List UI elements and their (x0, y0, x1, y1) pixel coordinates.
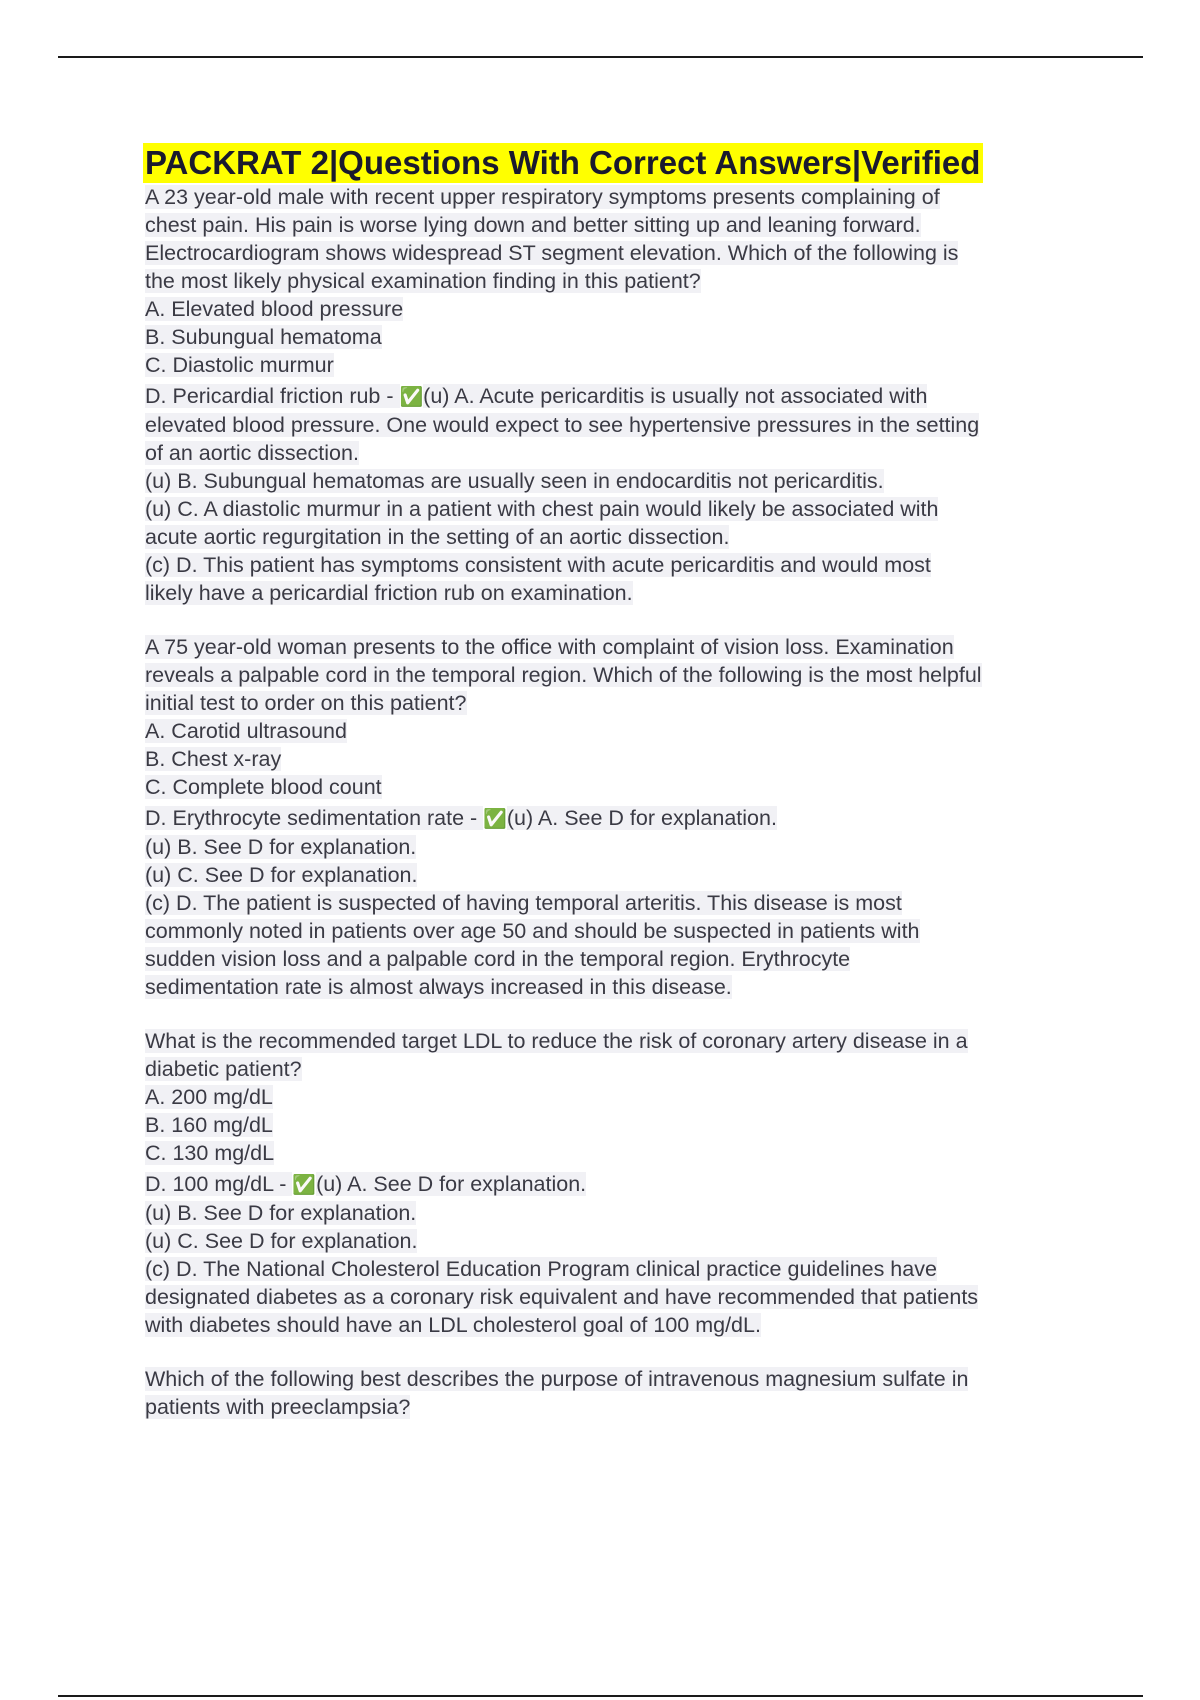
explanation-line (145, 551, 1095, 579)
explanation-line-text: (u) B. Subungual hematomas are usually seen in endocarditis not pericarditis. (145, 469, 884, 493)
question-block (145, 607, 1095, 1001)
explanation-line-text: acute aortic regurgitation in the setting of an aortic dissection. (145, 525, 730, 549)
question-stem-line (145, 239, 1095, 267)
answer-option (145, 745, 1095, 773)
answer-option-text: A. 200 mg/dL (145, 1085, 273, 1109)
checkmark-icon: ✅ (292, 1174, 317, 1196)
document-title: PACKRAT 2|Questions With Correct Answers|Verified (143, 143, 983, 183)
top-rule (58, 56, 1143, 58)
explanation-line-text: (u) B. See D for explanation. (145, 835, 417, 859)
checkmark-icon: ✅ (399, 386, 424, 408)
explanation-text: (u) A. Acute pericarditis is usually not associated with (423, 384, 928, 408)
explanation-line (145, 523, 1095, 551)
answer-option (145, 773, 1095, 801)
explanation-line-text: (c) D. The National Cholesterol Education Program clinical practice guidelines have (145, 1257, 937, 1281)
correct-answer-text: D. Pericardial friction rub - (145, 384, 400, 408)
question-stem-line (145, 183, 1095, 211)
answer-option-text: B. Chest x-ray (145, 747, 282, 771)
correct-answer-line (145, 804, 1095, 833)
explanation-line-text: (c) D. The patient is suspected of having temporal arteritis. This disease is most (145, 891, 902, 915)
question-stem-line (145, 689, 1095, 717)
answer-option (145, 351, 1095, 379)
answer-option-text: A. Carotid ultrasound (145, 719, 347, 743)
question-stem-line-text: reveals a palpable cord in the temporal region. Which of the following is the most helpful (145, 663, 982, 687)
bottom-rule (58, 1695, 1143, 1697)
question-block (145, 1001, 1095, 1339)
explanation-line-text: of an aortic dissection. (145, 441, 359, 465)
explanation-line-text: (u) C. See D for explanation. (145, 863, 418, 887)
question-stem-line (145, 267, 1095, 295)
correct-answer-line (145, 382, 1095, 411)
answer-option-text: C. Diastolic murmur (145, 353, 334, 377)
question-stem-line-text: the most likely physical examination finding in this patient? (145, 269, 701, 293)
question-spacer (145, 1001, 1095, 1027)
answer-option-text: C. Complete blood count (145, 775, 382, 799)
explanation-line (145, 467, 1095, 495)
answer-option (145, 295, 1095, 323)
correct-answer-text: D. 100 mg/dL - (145, 1172, 293, 1196)
answer-option (145, 1139, 1095, 1167)
question-stem-line (145, 661, 1095, 689)
explanation-line (145, 1227, 1095, 1255)
explanation-line-text: sudden vision loss and a palpable cord in the temporal region. Erythrocyte (145, 947, 851, 971)
explanation-line (145, 833, 1095, 861)
answer-option-text: B. Subungual hematoma (145, 325, 382, 349)
explanation-line-text: (u) C. See D for explanation. (145, 1229, 418, 1253)
answer-option (145, 323, 1095, 351)
explanation-line-text: with diabetes should have an LDL cholesterol goal of 100 mg/dL. (145, 1313, 761, 1337)
explanation-line-text: designated diabetes as a coronary risk equivalent and have recommended that patients (145, 1285, 979, 1309)
explanation-line (145, 411, 1095, 439)
explanation-line-text: (c) D. This patient has symptoms consistent with acute pericarditis and would most (145, 553, 931, 577)
checkmark-icon: ✅ (483, 808, 507, 830)
explanation-line (145, 973, 1095, 1001)
explanation-line-text: (u) C. A diastolic murmur in a patient with chest pain would likely be associated with (145, 497, 939, 521)
explanation-line (145, 439, 1095, 467)
correct-answer-line (145, 1170, 1095, 1199)
answer-option-text: B. 160 mg/dL (145, 1113, 273, 1137)
question-stem-line-text: initial test to order on this patient? (145, 691, 467, 715)
document-body (145, 143, 1095, 1421)
explanation-line (145, 495, 1095, 523)
question-stem-line (145, 1027, 1095, 1055)
answer-option-text: C. 130 mg/dL (145, 1141, 275, 1165)
questions-list (145, 183, 1095, 1421)
explanation-line (145, 861, 1095, 889)
explanation-line-text: elevated blood pressure. One would expect to see hypertensive pressures in the setting (145, 413, 980, 437)
correct-answer-text: D. Erythrocyte sedimentation rate - (145, 806, 484, 830)
answer-option (145, 1111, 1095, 1139)
question-stem-line-text: diabetic patient? (145, 1057, 302, 1081)
question-spacer (145, 1339, 1095, 1365)
answer-option-text: A. Elevated blood pressure (145, 297, 404, 321)
explanation-text: (u) A. See D for explanation. (506, 806, 777, 830)
question-stem-line-text: A 75 year-old woman presents to the office with complaint of vision loss. Examination (145, 635, 954, 659)
explanation-line-text: (u) B. See D for explanation. (145, 1201, 417, 1225)
explanation-line-text: sedimentation rate is almost always increased in this disease. (145, 975, 732, 999)
explanation-line (145, 1283, 1095, 1311)
question-stem-line-text: Electrocardiogram shows widespread ST segment elevation. Which of the following is (145, 241, 959, 265)
explanation-line (145, 1311, 1095, 1339)
explanation-line (145, 917, 1095, 945)
question-stem-line-text: A 23 year-old male with recent upper respiratory symptoms presents complaining of (145, 185, 940, 209)
question-spacer (145, 607, 1095, 633)
explanation-line (145, 945, 1095, 973)
question-stem-line-text: What is the recommended target LDL to reduce the risk of coronary artery disease in a (145, 1029, 968, 1053)
answer-option (145, 717, 1095, 745)
question-stem-line (145, 1365, 1095, 1393)
explanation-line (145, 1199, 1095, 1227)
explanation-line-text: likely have a pericardial friction rub on examination. (145, 581, 633, 605)
question-stem-line (145, 1393, 1095, 1421)
explanation-line (145, 889, 1095, 917)
question-stem-line (145, 633, 1095, 661)
question-stem-line-text: Which of the following best describes the purpose of intravenous magnesium sulfate in (145, 1367, 969, 1391)
question-block (145, 183, 1095, 607)
question-stem-line-text: chest pain. His pain is worse lying down and better sitting up and leaning forward. (145, 213, 921, 237)
explanation-line-text: commonly noted in patients over age 50 and should be suspected in patients with (145, 919, 920, 943)
question-block (145, 1339, 1095, 1421)
question-stem-line (145, 211, 1095, 239)
question-stem-line (145, 1055, 1095, 1083)
explanation-text: (u) A. See D for explanation. (316, 1172, 587, 1196)
question-stem-line-text: patients with preeclampsia? (145, 1395, 411, 1419)
explanation-line (145, 579, 1095, 607)
explanation-line (145, 1255, 1095, 1283)
answer-option (145, 1083, 1095, 1111)
